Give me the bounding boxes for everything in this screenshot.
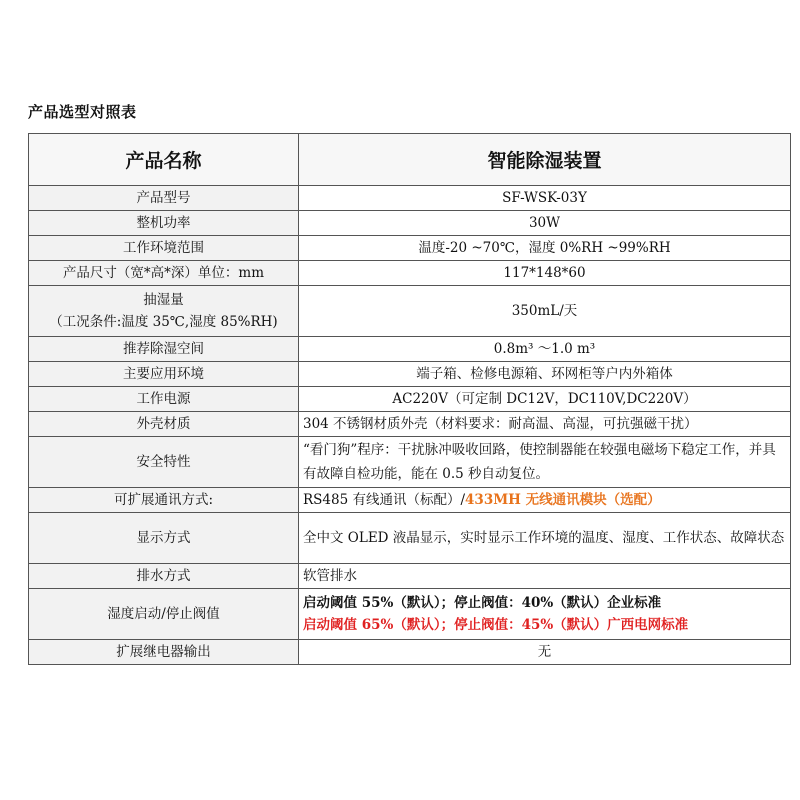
table-row (29, 236, 791, 261)
row-value: 温度-20 ~70℃，湿度 0%RH ~99%RH (299, 236, 791, 261)
header-product-value: 智能除湿装置 (299, 134, 791, 186)
product-spec-table (28, 133, 791, 665)
row-value: 0.8m³ ～1.0 m³ (299, 337, 791, 362)
table-row (29, 211, 791, 236)
row-value: “看门狗”程序：干扰脉冲吸收回路，使控制器能在较强电磁场下稳定工作，并具有故障自检功能，能在 0.5 秒自动复位。 (299, 437, 791, 488)
row-label-line2: （工况条件:温度 35℃,湿度 85%RH) (49, 314, 278, 330)
table-row (29, 437, 791, 488)
row-value (299, 589, 791, 640)
table-row (29, 387, 791, 412)
table-header-row (29, 134, 791, 186)
row-label: 主要应用环境 (29, 362, 299, 387)
row-value: 全中文 OLED 液晶显示，实时显示工作环境的温度、湿度、工作状态、故障状态 (299, 513, 791, 564)
row-label: 外壳材质 (29, 412, 299, 437)
page-title: 产品选型对照表 (28, 103, 137, 121)
table-row (29, 640, 791, 665)
row-value: 端子箱、检修电源箱、环网柜等户内外箱体 (299, 362, 791, 387)
row-label: 可扩展通讯方式: (29, 488, 299, 513)
row-label-line1: 抽湿量 (143, 292, 184, 308)
row-value: 软管排水 (299, 564, 791, 589)
row-label: 湿度启动/停止阀值 (29, 589, 299, 640)
row-value: 117*148*60 (299, 261, 791, 286)
row-label: 产品尺寸（宽*高*深）单位：mm (29, 261, 299, 286)
row-value: AC220V（可定制 DC12V，DC110V,DC220V） (299, 387, 791, 412)
header-product-name: 产品名称 (29, 134, 299, 186)
row-value: SF-WSK-03Y (299, 186, 791, 211)
row-label: 工作环境范围 (29, 236, 299, 261)
table-row (29, 286, 791, 337)
row-label (29, 286, 299, 337)
comm-wireless-text: 433MH 无线通讯模块（选配） (465, 492, 661, 508)
table-row (29, 564, 791, 589)
row-value: 304 不锈钢材质外壳（材料要求：耐高温、高湿，可抗强磁干扰） (299, 412, 791, 437)
row-label: 整机功率 (29, 211, 299, 236)
row-value: 350mL/天 (299, 286, 791, 337)
comm-wired-text: RS485 有线通讯（标配）/ (303, 492, 466, 508)
table-row (29, 412, 791, 437)
threshold-grid-text: 启动阈值 65%（默认）；停止阀值：45%（默认）广西电网标准 (303, 617, 689, 633)
table-row (29, 513, 791, 564)
row-label: 推荐除湿空间 (29, 337, 299, 362)
row-value: 无 (299, 640, 791, 665)
row-label: 排水方式 (29, 564, 299, 589)
table-row (29, 337, 791, 362)
row-label: 工作电源 (29, 387, 299, 412)
row-label: 显示方式 (29, 513, 299, 564)
table-row (29, 261, 791, 286)
row-value: 30W (299, 211, 791, 236)
threshold-enterprise-text: 启动阈值 55%（默认）；停止阀值：40%（默认）企业标准 (303, 595, 662, 611)
row-label: 产品型号 (29, 186, 299, 211)
row-label: 安全特性 (29, 437, 299, 488)
row-value (299, 488, 791, 513)
row-label: 扩展继电器输出 (29, 640, 299, 665)
table-row (29, 488, 791, 513)
table-row (29, 589, 791, 640)
table-row (29, 362, 791, 387)
table-row (29, 186, 791, 211)
